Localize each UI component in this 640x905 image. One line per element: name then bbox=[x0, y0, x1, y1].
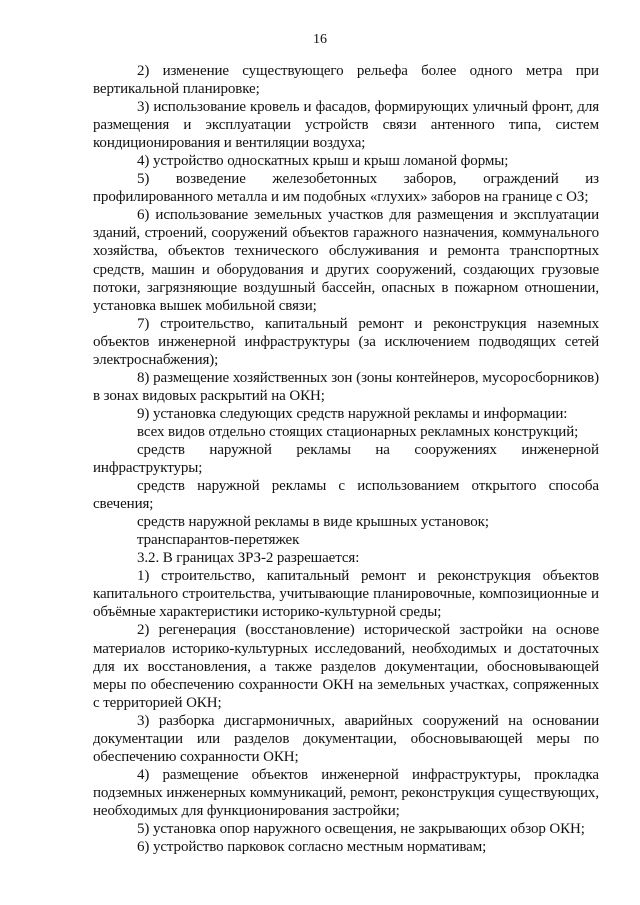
document-body bbox=[93, 62, 599, 856]
paragraph-item-4: 4) устройство односкатных крыш и крыш ломаной формы; bbox=[137, 153, 509, 170]
sub-item-open-lighting: средств наружной рекламы с использованием открытого способа свечения; bbox=[93, 478, 599, 513]
paragraph-item-7: 7) строительство, капитальный ремонт и реконструкция наземных объектов инженерной инфраструктуры (за исключением подводящих сетей электроснабжения); bbox=[93, 315, 599, 368]
permitted-item-4: 4) размещение объектов инженерной инфраструктуры, прокладка подземных инженерных коммуникаций, ремонт, реконструкция существующих, необходимых для функционирования застройки; bbox=[93, 766, 599, 819]
sub-item-roof-installations: средств наружной рекламы в виде крышных установок; bbox=[137, 514, 489, 531]
sub-item-standalone-structures: всех видов отдельно стоящих стационарных рекламных конструкций; bbox=[137, 423, 579, 440]
paragraph-item-3: 3) использование кровель и фасадов, формирующих уличный фронт, для размещения и эксплуатации устройств связи антенного типа, систем кондиционирования и вентиляции воздуха; bbox=[93, 99, 599, 152]
paragraph-item-6: 6) использование земельных участков для размещения и эксплуатации зданий, строений, сооружений объектов гаражного назначения, коммунального хозяйства, объектов технического обслуживания и ремонта транспортных средств, машин и оборудования и других сооружений, создающих грузовые потоки, загрязняющие воздушный бассейн, опасных в пожарном отношении, установка вышек мобильной связи; bbox=[93, 207, 599, 314]
permitted-item-2: 2) регенерация (восстановление) исторической застройки на основе материалов историко-культурных исследований, необходимых и достаточных для их восстановления, а также разделов документации, обосновывающей меры по обеспечению сохранности ОКН на земельных участках, сопряженных с территорией ОКН; bbox=[93, 622, 599, 711]
sub-item-engineering-structures: средств наружной рекламы на сооружениях инженерной инфраструктуры; bbox=[93, 441, 599, 477]
paragraph-item-5: 5) возведение железобетонных заборов, ограждений из профилированного металла и им подобных «глухих» заборов на границе с ОЗ; bbox=[93, 171, 599, 206]
permitted-item-6: 6) устройство парковок согласно местным нормативам; bbox=[137, 839, 487, 856]
sub-item-banners: транспарантов-перетяжек bbox=[137, 532, 300, 549]
paragraph-item-9: 9) установка следующих средств наружной рекламы и информации: bbox=[137, 405, 568, 422]
permitted-item-3: 3) разборка дисгармоничных, аварийных сооружений на основании документации или разделов документации, обосновывающей меры по обеспечению сохранности ОКН; bbox=[93, 712, 599, 765]
permitted-item-5: 5) установка опор наружного освещения, не закрывающих обзор ОКН; bbox=[137, 820, 585, 837]
page-number: 16 bbox=[313, 32, 327, 47]
permitted-item-1: 1) строительство, капитальный ремонт и реконструкция объектов капитального строительства, учитывающие планировочные, композиционные и объёмные характеристики историко-культурной среды; bbox=[93, 568, 599, 621]
section-heading-3-2: 3.2. В границах ЗРЗ-2 разрешается: bbox=[137, 550, 360, 567]
paragraph-item-8: 8) размещение хозяйственных зон (зоны контейнеров, мусоросборников) в зонах видовых раскрытий на ОКН; bbox=[93, 369, 599, 404]
paragraph-item-2: 2) изменение существующего рельефа более одного метра при вертикальной планировке; bbox=[93, 63, 599, 98]
